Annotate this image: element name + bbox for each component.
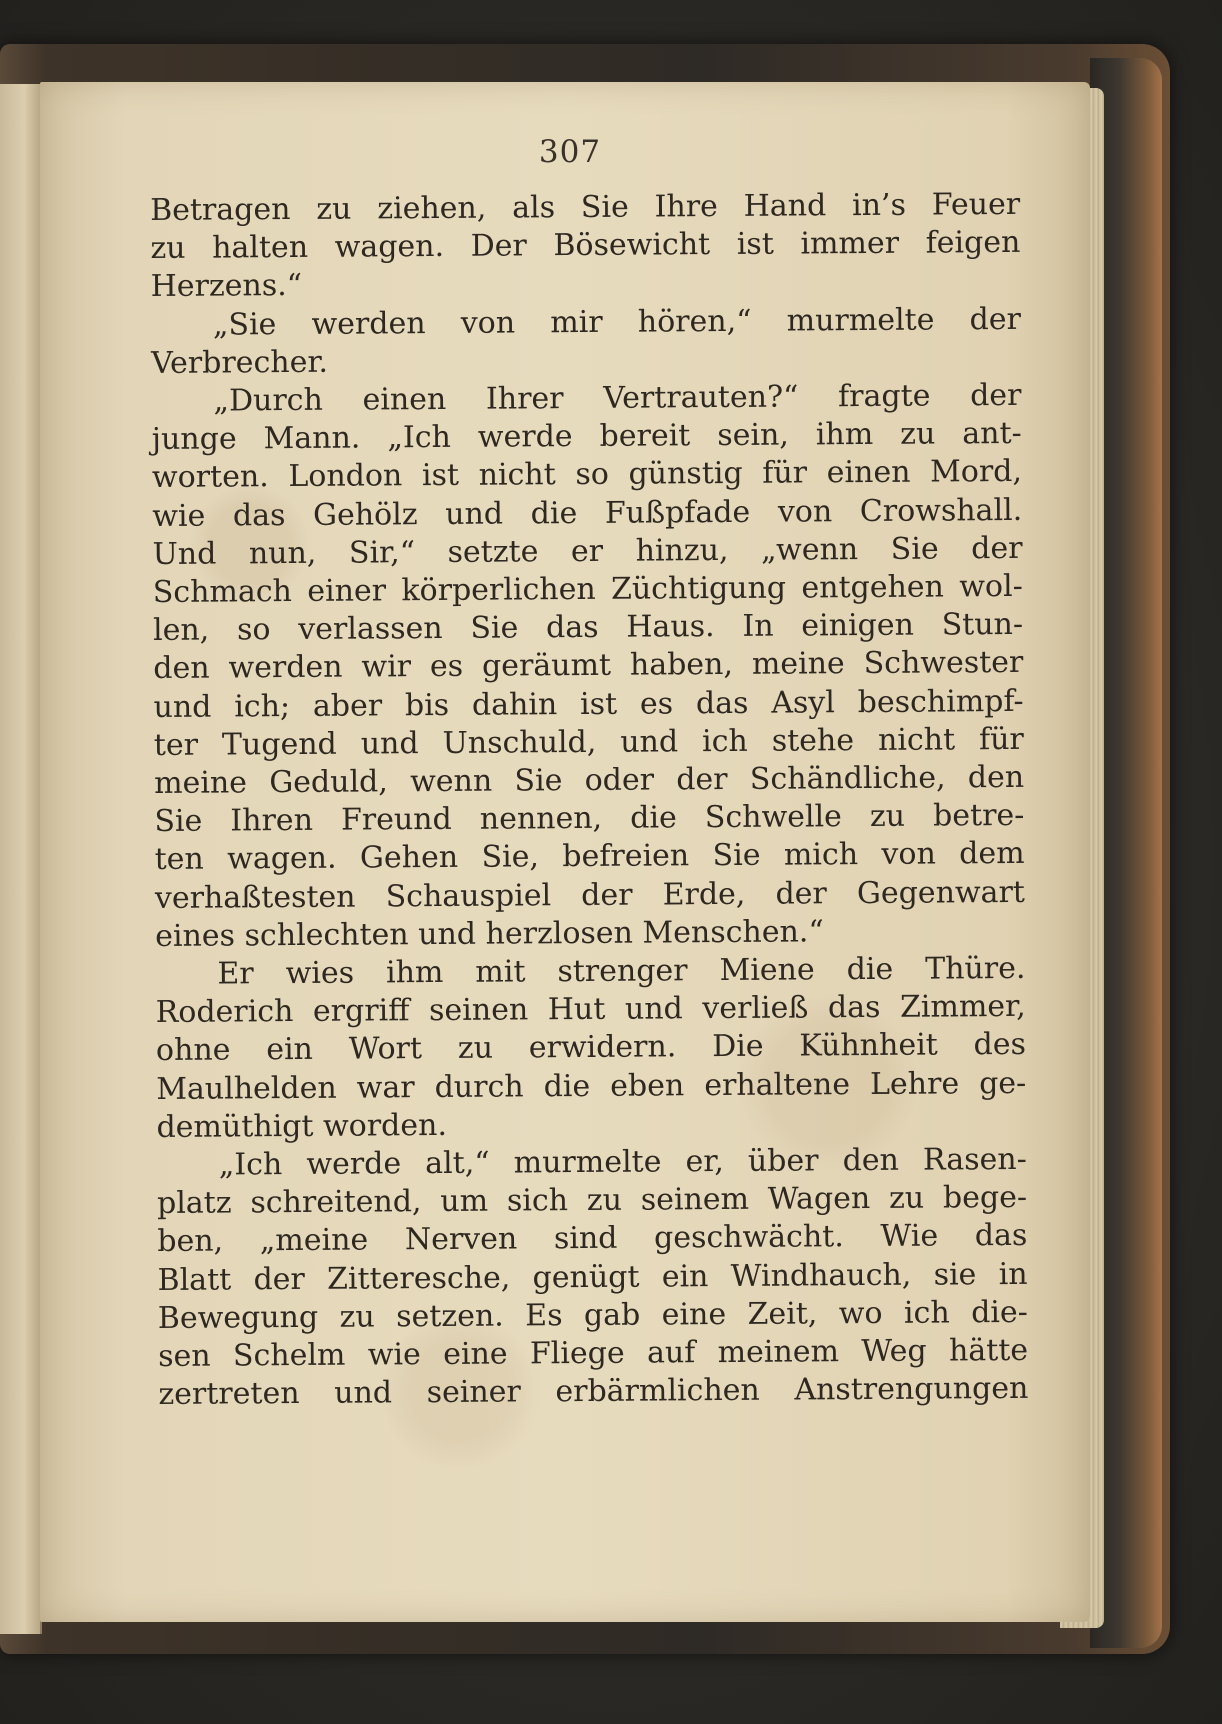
text-line: len, so verlassen Sie das Haus. In einigen Stun-	[152, 607, 1024, 649]
text-line: meine Geduld, wenn Sie oder der Schändliche, den	[154, 759, 1025, 802]
text-line: eines schlechten und herzlosen Menschen.“	[155, 914, 824, 954]
text-line: Bewegung zu setzen. Es gab eine Zeit, wo ich die-	[157, 1294, 1028, 1336]
text-line: junge Mann. „Ich werde bereit sein, ihm zu ant-	[151, 416, 1022, 458]
text-line: Herzens.“	[150, 268, 303, 305]
text-line: sen Schelm wie eine Fliege auf meinem Weg hätte	[158, 1332, 1029, 1375]
body-text	[150, 186, 1029, 1415]
text-line: „Durch einen Ihrer Vertrauten?“ fragte der	[213, 377, 1022, 419]
text-line: „Sie werden von mir hören,“ murmelte der	[212, 301, 1022, 343]
text-line: platz schreitend, um sich zu seinem Wagen zu bege-	[156, 1180, 1028, 1222]
text-line: zertreten und seiner erbärmlichen Anstrengungen	[158, 1371, 1029, 1413]
text-line: und ich; aber bis dahin ist es das Asyl beschimpf-	[153, 683, 1024, 725]
text-line: zu halten wagen. Der Bösewicht ist immer feigen	[150, 225, 1021, 267]
text-line: Betragen zu ziehen, als Sie Ihre Hand in’s Feuer	[150, 186, 1021, 228]
text-line: den werden wir es geräumt haben, meine Schwester	[153, 645, 1024, 687]
text-line: Blatt der Zitteresche, genügt ein Windhauch, sie in	[157, 1256, 1028, 1298]
text-line: Verbrecher.	[151, 344, 329, 381]
text-line: Und nun, Sir,“ setzte er hinzu, „wenn Sie der	[152, 530, 1023, 572]
text-line: „Ich werde alt,“ murmelte er, über den Rasen-	[218, 1141, 1027, 1183]
text-line: ben, „meine Nerven sind geschwächt. Wie das	[157, 1218, 1028, 1260]
facing-page-edge	[0, 84, 42, 1634]
page-number: 307	[538, 134, 602, 170]
text-line: demüthigt worden.	[156, 1107, 448, 1145]
text-line: ter Tugend und Unschuld, und ich stehe nicht für	[153, 721, 1024, 763]
text-line: wie das Gehölz und die Fußpfade von Crowshall.	[152, 492, 1023, 534]
text-line: ten wagen. Gehen Sie, befreien Sie mich von dem	[154, 836, 1025, 878]
text-line: Maulhelden war durch die eben erhaltene Lehre ge-	[156, 1065, 1027, 1107]
book-page	[40, 82, 1090, 1622]
text-line: Sie Ihren Freund nennen, die Schwelle zu betre-	[154, 798, 1025, 840]
text-line: Schmach einer körperlichen Züchtigung entgehen wol-	[152, 568, 1023, 611]
text-line: Roderich ergriff seinen Hut und verließ das Zimmer,	[155, 989, 1026, 1031]
text-line: Er wies ihm mit strenger Miene die Thüre.	[217, 950, 1026, 992]
text-line: worten. London ist nicht so günstig für einen Mord,	[151, 454, 1023, 496]
text-line: ohne ein Wort zu erwidern. Die Kühnheit des	[155, 1027, 1027, 1069]
text-line: verhaßtesten Schauspiel der Erde, der Gegenwart	[154, 874, 1026, 916]
